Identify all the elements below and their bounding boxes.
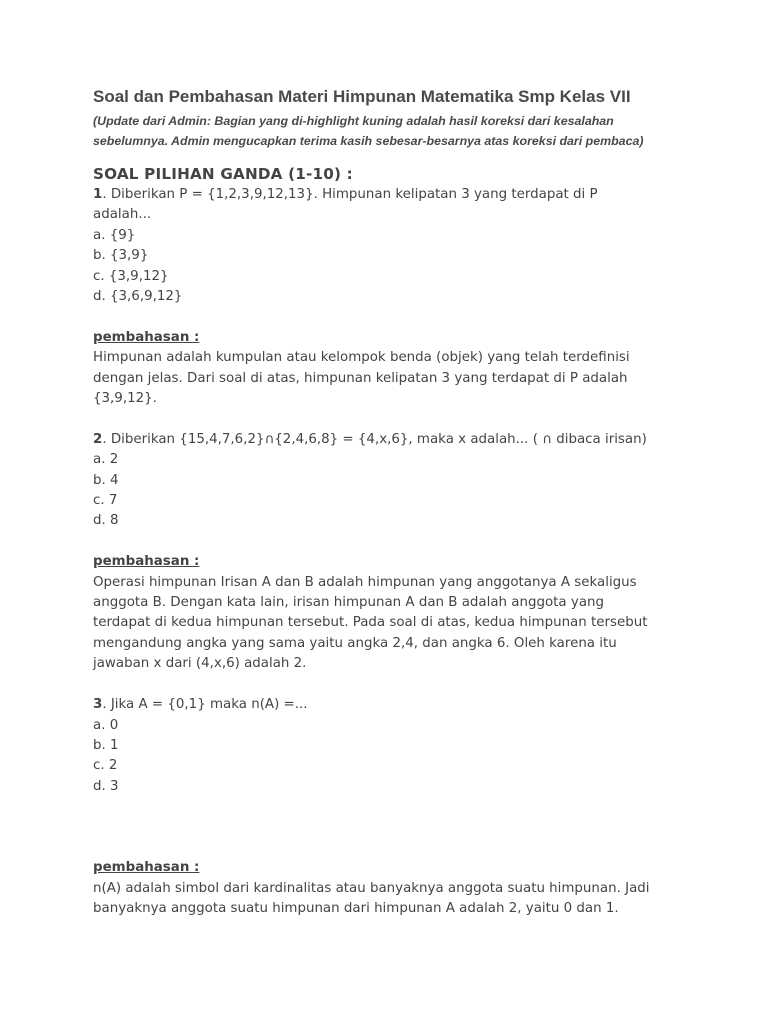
pembahasan-line: Operasi himpunan Irisan A dan B adalah himpunan yang anggotanya A sekaligus bbox=[93, 574, 637, 590]
option-b: b. 4 bbox=[93, 472, 119, 488]
pembahasan-label: pembahasan : bbox=[93, 329, 200, 345]
option-b: b. {3,9} bbox=[93, 248, 149, 264]
option-a: a. 2 bbox=[93, 452, 119, 468]
option-c: c. 7 bbox=[93, 493, 118, 509]
option-c: c. 2 bbox=[93, 758, 118, 774]
question-text-cont: adalah... bbox=[93, 207, 152, 223]
question-number: 3 bbox=[93, 697, 103, 713]
section-title: SOAL PILIHAN GANDA (1-10) : bbox=[93, 165, 353, 183]
option-c: c. {3,9,12} bbox=[93, 268, 169, 284]
question-number: 1 bbox=[93, 187, 103, 202]
pembahasan-line: n(A) adalah simbol dari kardinalitas atau banyaknya anggota suatu himpunan. Jadi bbox=[93, 880, 650, 896]
pembahasan-line: anggota B. Dengan kata lain, irisan himpunan A dan B adalah anggota yang bbox=[93, 595, 605, 611]
question-number: 2 bbox=[93, 431, 103, 447]
admin-update-note bbox=[93, 111, 693, 151]
pembahasan-line: terdapat di kedua himpunan tersebut. Pada soal di atas, kedua himpunan tersebut bbox=[93, 615, 648, 631]
question-1 bbox=[93, 185, 693, 409]
page-title: Soal dan Pembahasan Materi Himpunan Matematika Smp Kelas VII bbox=[93, 87, 631, 106]
question-text: 2. Diberikan {15,4,7,6,2}∩{2,4,6,8} = {4,x,6}, maka x adalah... ( ∩ dibaca irisan) bbox=[93, 431, 647, 447]
note-line: sebelumnya. Admin mengucapkan terima kasih sebesar-besarnya atas koreksi dari pembaca) bbox=[93, 134, 644, 148]
pembahasan-line: mengandung angka yang sama yaitu angka 2,4, dan angka 6. Oleh karena itu bbox=[93, 635, 617, 651]
option-d: d. 3 bbox=[93, 778, 119, 794]
option-b: b. 1 bbox=[93, 737, 119, 753]
question-text: 1. Diberikan P = {1,2,3,9,12,13}. Himpunan kelipatan 3 yang terdapat di P bbox=[93, 187, 598, 202]
option-d: d. 8 bbox=[93, 513, 119, 529]
pembahasan-line: {3,9,12}. bbox=[93, 391, 157, 407]
pembahasan-line: banyaknya anggota suatu himpunan dari himpunan A adalah 2, yaitu 0 dan 1. bbox=[93, 901, 619, 917]
option-d: d. {3,6,9,12} bbox=[93, 289, 183, 305]
pembahasan-line: Himpunan adalah kumpulan atau kelompok benda (objek) yang telah terdefinisi bbox=[93, 350, 630, 366]
pembahasan-line: jawaban x dari (4,x,6) adalah 2. bbox=[93, 656, 307, 672]
question-text: 3. Jika A = {0,1} maka n(A) =... bbox=[93, 697, 308, 713]
question-2 bbox=[93, 430, 693, 675]
option-a: a. 0 bbox=[93, 717, 119, 733]
note-line: (Update dari Admin: Bagian yang di-highlight kuning adalah hasil koreksi dari kesalahan bbox=[93, 114, 614, 128]
option-a: a. {9} bbox=[93, 227, 136, 243]
document-content bbox=[93, 86, 693, 920]
pembahasan-label: pembahasan : bbox=[93, 860, 200, 876]
pembahasan-line: dengan jelas. Dari soal di atas, himpunan kelipatan 3 yang terdapat di P adalah bbox=[93, 370, 628, 386]
question-3 bbox=[93, 695, 693, 919]
pembahasan-label: pembahasan : bbox=[93, 554, 200, 570]
